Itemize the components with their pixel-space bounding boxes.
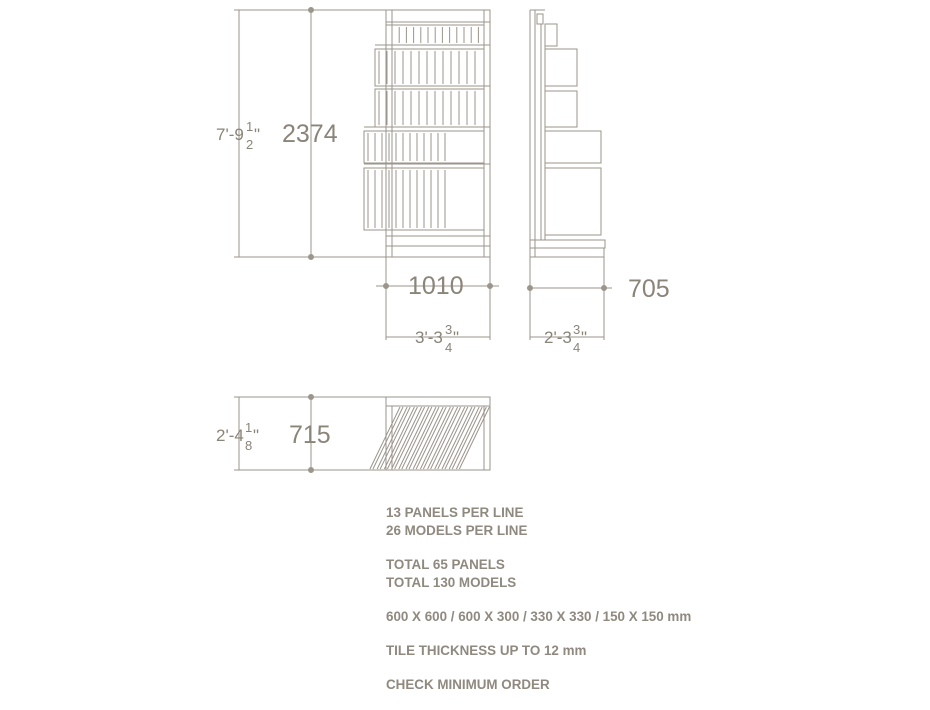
svg-text:3: 3 (445, 322, 453, 337)
plan-slat (373, 407, 403, 469)
plan-panel-slats (370, 407, 489, 469)
specification-notes (386, 504, 691, 710)
svg-text:1: 1 (246, 119, 254, 134)
per-line-info (386, 504, 691, 540)
width-mm-label: 1010 (408, 272, 464, 300)
tile-thickness-text: TILE THICKNESS UP TO 12 mm (386, 643, 587, 658)
total-models-text: TOTAL 130 MODELS (386, 575, 517, 590)
plan-view (234, 395, 490, 473)
svg-text:3'-3: 3'-3 (415, 328, 443, 347)
side-display-box-4 (545, 131, 601, 163)
plan-slat (456, 407, 486, 469)
side-display-box-5 (545, 168, 601, 235)
side-display-box-2 (545, 49, 577, 86)
svg-text:3: 3 (573, 322, 581, 337)
depth-imperial-label (544, 322, 587, 355)
svg-text:2: 2 (246, 137, 254, 152)
tile-sizes-text: 600 X 600 / 600 X 300 / 330 X 330 / 150 X 150 mm (386, 609, 692, 624)
models-per-line-text: 26 MODELS PER LINE (386, 523, 528, 538)
tile-sizes-info (386, 608, 691, 626)
svg-text:": " (253, 426, 260, 445)
svg-text:2'-3: 2'-3 (544, 328, 572, 347)
side-display-box-3 (545, 91, 577, 127)
side-display-box-1 (545, 24, 557, 46)
totals-info (386, 556, 691, 592)
order-info (386, 676, 691, 694)
svg-text:": " (453, 328, 460, 347)
total-panels-text: TOTAL 65 PANELS (386, 557, 505, 572)
side-elevation (528, 10, 613, 340)
panel-row-5 (364, 164, 490, 230)
depth-mm-label: 705 (628, 275, 670, 303)
panel-row-1 (386, 25, 484, 45)
panels-per-line-text: 13 PANELS PER LINE (386, 505, 524, 520)
height-imperial-label (216, 119, 260, 152)
plan-depth-imperial-label (216, 420, 259, 453)
svg-text:7'-9: 7'-9 (216, 125, 244, 144)
svg-text:4: 4 (445, 340, 453, 355)
plan-depth-mm-label: 715 (289, 421, 331, 449)
svg-text:1: 1 (245, 420, 253, 435)
minimum-order-text: CHECK MINIMUM ORDER (386, 677, 550, 692)
svg-text:8: 8 (245, 438, 253, 453)
svg-text:": " (581, 328, 588, 347)
svg-text:": " (254, 125, 261, 144)
svg-text:4: 4 (573, 340, 581, 355)
panel-row-4 (364, 127, 490, 163)
svg-text:2'-4: 2'-4 (216, 426, 244, 445)
width-imperial-label (415, 322, 459, 355)
thickness-info (386, 642, 691, 660)
height-mm-label: 2374 (282, 120, 338, 148)
